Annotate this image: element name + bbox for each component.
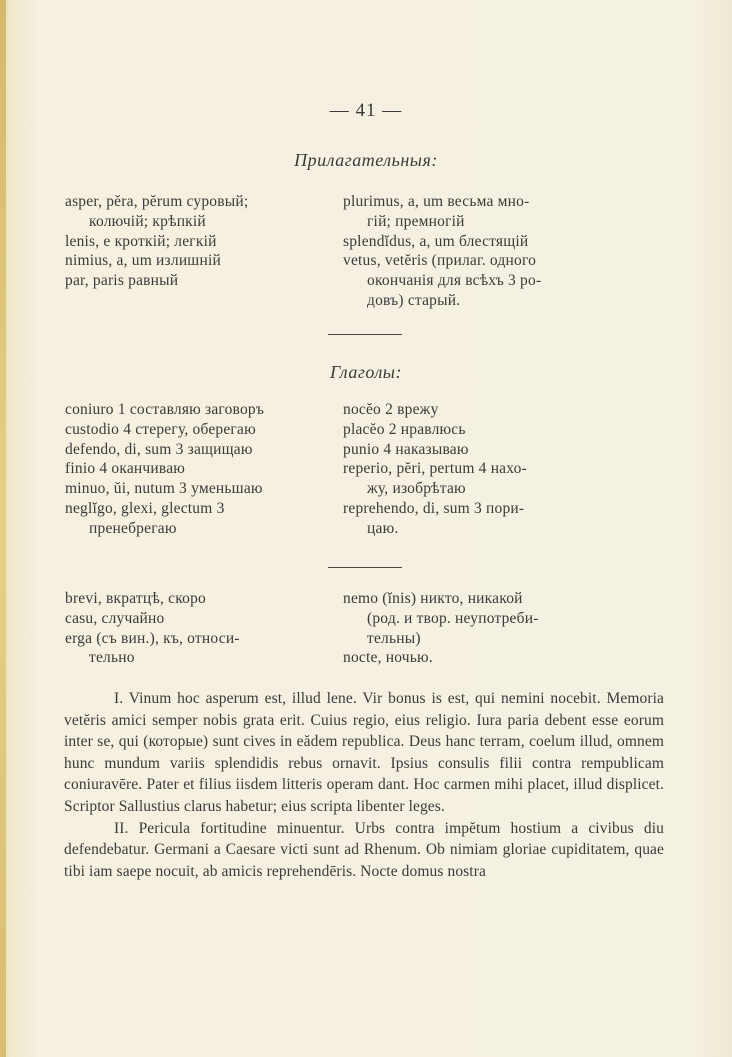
verbs-heading: Глаголы: — [330, 362, 402, 382]
vocab-entry: finio 4 оканчиваю — [65, 460, 186, 478]
vocab-entry: neglĭgo, glexi, glectum 3 пренебрегаю — [65, 499, 225, 537]
exercise-2: II. Pericula fortitudine minuentur. Urbs contra impĕtum hostium a civibus diu defendebatur. Germani a Caesare victi sunt ad Rhenum. Ob nimiam gloriae cupiditatem, quae tibi iam saepe nocuit, ab amicis reprehendēris. Nocte domus nostra — [64, 819, 664, 880]
vocab-entry: par, paris равный — [65, 272, 179, 290]
vocab-entry: nimius, a, um излишній — [65, 252, 221, 270]
verbs-right-column — [343, 400, 663, 539]
vocab-entry: reperio, pĕri, pertum 4 нахо- жу, изобрѣтаю — [343, 460, 527, 498]
vocab-entry: casu, случайно — [65, 609, 165, 627]
vocab-entry: nemo (ĭnis) никто, никакой (род. и твор. неупотреби- тельны) — [343, 590, 539, 647]
vocab-entry: defendo, di, sum 3 защищаю — [65, 440, 253, 458]
vocab-entry: asper, pĕra, pĕrum суровый; колючій; крѣпкій — [65, 193, 249, 230]
exercise-1: I. Vinum hoc asperum est, illud lene. Vir bonus is est, qui nemini nocebit. Memoria vetĕris amici semper nobis grata erit. Cuius regio, eius religio. Iura paria debent esse eorum inter se, qui (которые) sunt cives in eădem republica. Deus hanc terram, coelum illud, omnem hunc mundum variis splendidis rebus ornavit. Ipsius consulis filii contra rempublicam coniuravēre. Pater et filius iisdem litteris operam dant. Hoc carmen mihi placet, illud displicet. Scriptor Sallustius clarus habetur; eius scripta libenter leges. — [64, 690, 664, 815]
vocab-entry: minuo, ŭi, nutum 3 уменьшаю — [65, 480, 263, 498]
adjectives-left-column — [65, 192, 335, 291]
vocab-entry: placĕo 2 нравлюсь — [343, 420, 466, 438]
vocab-entry: coniuro 1 составляю заговоръ — [65, 401, 265, 418]
vocab-entry: custodio 4 стерегу, оберегаю — [65, 420, 256, 438]
vocab-entry: reprehendo, di, sum 3 пори- цаю. — [343, 499, 525, 537]
adjectives-right-column — [343, 192, 663, 311]
vocab-entry: punio 4 наказываю — [343, 440, 469, 458]
verbs-left-column — [65, 400, 335, 539]
section-divider — [328, 334, 402, 335]
misc-left-column — [65, 589, 335, 668]
vocab-entry: nocte, ночью. — [343, 649, 433, 667]
vocab-entry: splendĭdus, a, um блестящій — [343, 232, 529, 250]
vocab-entry: erga (съ вин.), къ, относи- тельно — [65, 629, 240, 667]
page-number: — 41 — — [329, 100, 403, 121]
vocab-entry: lenis, e кроткій; легкій — [65, 232, 217, 250]
vocab-entry: vetus, vetĕris (прилаг. одного окончанія для всѣхъ 3 ро- довъ) старый. — [343, 252, 542, 309]
adjectives-heading: Прилагательныя: — [294, 150, 438, 170]
vocab-entry: brevi, вкратцѣ, скоро — [65, 590, 206, 607]
exercise-text — [64, 688, 664, 882]
misc-right-column — [343, 589, 663, 668]
vocab-entry: plurimus, a, um весьма мно- гій; премногій — [343, 193, 530, 230]
vocab-entry: nocĕo 2 врежу — [343, 401, 439, 418]
section-divider — [328, 567, 402, 568]
